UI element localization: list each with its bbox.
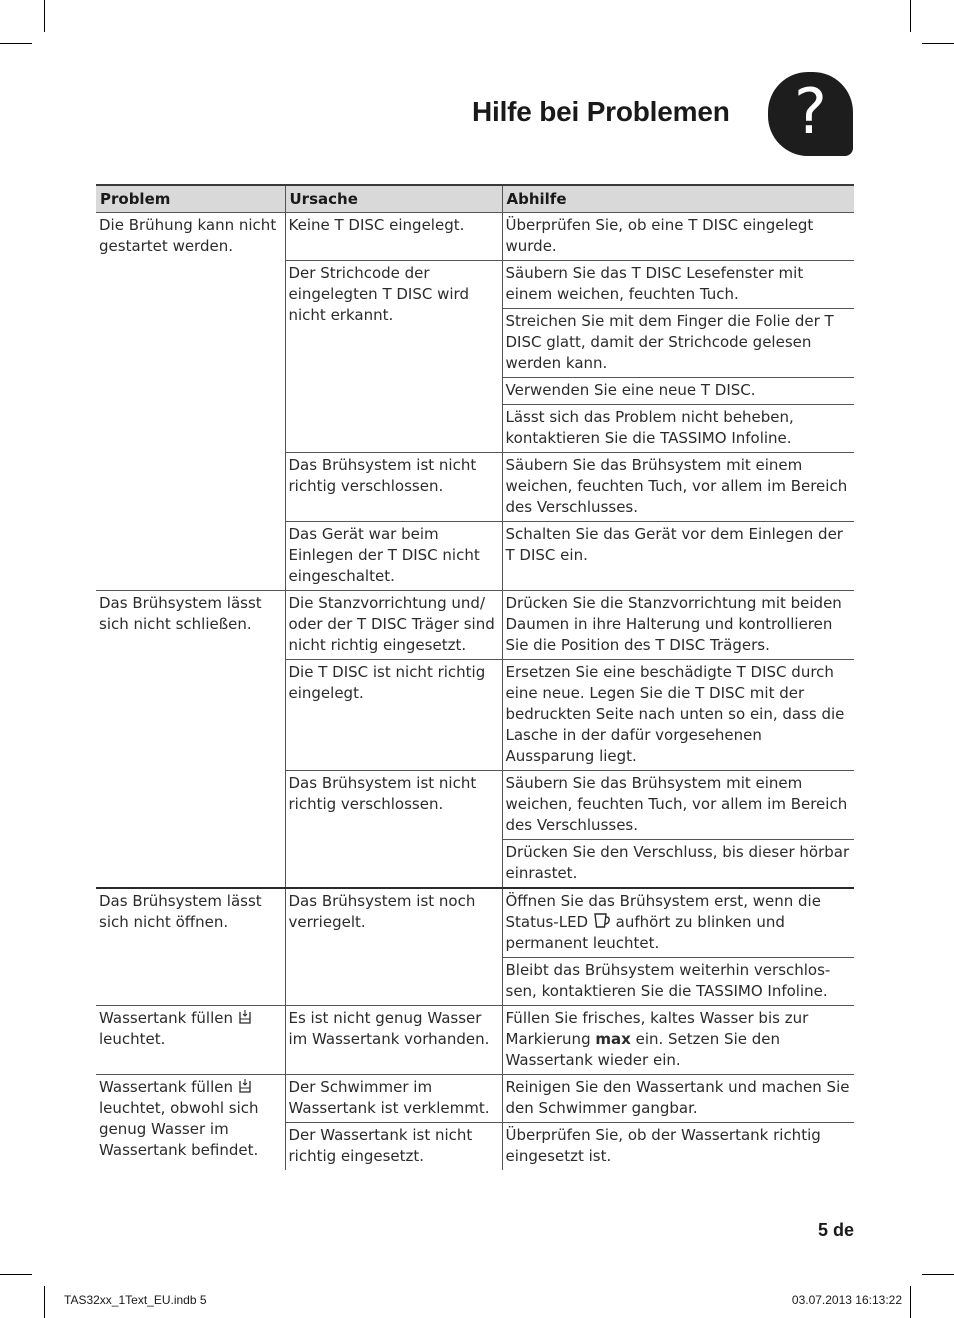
table-row — [96, 1075, 854, 1123]
cause-cell: Die Stanzvorrichtung und/ oder der T DISC Träger sind nicht richtig eingesetzt. — [285, 591, 502, 660]
remedy-text-post: ein. Setzen Sie den Wassertank wieder ein. — [505, 1030, 780, 1069]
problem-text-pre: Wassertank füllen — [99, 1078, 233, 1096]
help-question-mark: ? — [794, 75, 827, 148]
remedy-cell: Lässt sich das Problem nicht beheben, kontaktieren Sie die TASSIMO Infoline. — [502, 405, 854, 453]
table-row — [96, 591, 854, 660]
cause-cell: Der Wassertank ist nicht richtig eingesetzt. — [285, 1123, 502, 1171]
column-header-problem: Problem — [96, 185, 285, 213]
cause-cell: Das Brühsystem ist noch verriegelt. — [285, 888, 502, 1006]
footer-timestamp: 03.07.2013 16:13:22 — [791, 1293, 902, 1307]
remedy-cell — [502, 1006, 854, 1075]
remedy-cell: Bleibt das Brühsystem weiterhin verschlos-sen, kontaktieren Sie die TASSIMO Infoline. — [502, 958, 854, 1006]
crop-mark — [922, 1274, 954, 1275]
cause-cell: Der Strichcode der eingelegten T DISC wird nicht erkannt. — [285, 261, 502, 453]
crop-mark — [910, 0, 911, 32]
crop-mark — [44, 0, 45, 32]
water-tank-icon — [238, 1078, 252, 1094]
cause-cell: Der Schwimmer im Wassertank ist verklemmt. — [285, 1075, 502, 1123]
cup-led-icon — [593, 912, 611, 929]
crop-mark — [922, 43, 954, 44]
crop-mark — [0, 1274, 32, 1275]
remedy-cell: Säubern Sie das Brühsystem mit einem weichen, feuchten Tuch, vor allem im Bereich des Verschlusses. — [502, 771, 854, 840]
cause-cell: Das Brühsystem ist nicht richtig verschlossen. — [285, 453, 502, 522]
remedy-cell: Überprüfen Sie, ob der Wassertank richtig eingesetzt ist. — [505, 1126, 821, 1165]
remedy-text-pre: Füllen Sie frisches, kaltes Wasser bis zur Markierung — [505, 1009, 809, 1048]
table-header-row — [96, 185, 854, 213]
cause-cell: Die T DISC ist nicht richtig eingelegt. — [285, 660, 502, 771]
help-question-icon — [768, 72, 853, 156]
problem-cell: Das Brühsystem lässt sich nicht öffnen. — [96, 888, 285, 1006]
table-row — [96, 1006, 854, 1075]
problem-cell — [96, 1075, 285, 1171]
cause-cell: Keine T DISC eingelegt. — [285, 213, 502, 261]
problem-cell: Die Brühung kann nicht gestartet werden. — [96, 213, 285, 591]
crop-mark — [910, 1286, 911, 1318]
problem-text-post: leuchtet. — [99, 1030, 166, 1048]
footer-filename: TAS32xx_1Text_EU.indb 5 — [64, 1293, 207, 1307]
remedy-cell: Schalten Sie das Gerät vor dem Einlegen der T DISC ein. — [502, 522, 854, 591]
crop-mark — [0, 43, 32, 44]
remedy-cell: Reinigen Sie den Wassertank und machen Sie den Schwimmer gangbar. — [502, 1075, 854, 1123]
remedy-cell: Streichen Sie mit dem Finger die Folie der T DISC glatt, damit der Strichcode gelesen werden kann. — [502, 309, 854, 378]
table-row — [96, 888, 854, 958]
remedy-cell: Überprüfen Sie, ob eine T DISC eingelegt wurde. — [502, 213, 854, 261]
cause-cell: Das Gerät war beim Einlegen der T DISC nicht eingeschaltet. — [285, 522, 502, 591]
remedy-cell — [502, 888, 854, 958]
problem-text-pre: Wassertank füllen — [99, 1009, 233, 1027]
remedy-cell: Drücken Sie den Verschluss, bis dieser hörbar einrastet. — [502, 840, 854, 889]
remedy-text-bold: max — [595, 1030, 631, 1048]
page-number: 5 de — [817, 1220, 854, 1240]
remedy-cell: Verwenden Sie eine neue T DISC. — [502, 378, 854, 405]
problem-text-post: leuchtet, obwohl sich genug Wasser im Wassertank befindet. — [99, 1099, 259, 1159]
troubleshooting-table — [96, 184, 854, 1170]
crop-mark — [44, 1286, 45, 1318]
cause-cell: Das Brühsystem ist nicht richtig verschlossen. — [285, 771, 502, 889]
problem-cell — [96, 1006, 285, 1075]
problem-cell: Das Brühsystem lässt sich nicht schließen. — [96, 591, 285, 889]
remedy-cell: Ersetzen Sie eine beschädigte T DISC durch eine neue. Legen Sie die T DISC mit der bedruckten Seite nach unten so ein, dass die Lasche in der dafür vorgesehenen Aussparung liegt. — [502, 660, 854, 771]
column-header-cause: Ursache — [285, 185, 502, 213]
remedy-text-post: aufhört zu blinken und permanent leuchtet. — [505, 913, 785, 952]
remedy-cell: Säubern Sie das Brühsystem mit einem weichen, feuchten Tuch, vor allem im Bereich des Verschlusses. — [502, 453, 854, 522]
remedy-cell: Drücken Sie die Stanzvorrichtung mit beiden Daumen in ihre Halterung und kontrollieren Sie die Position des T DISC Trägers. — [502, 591, 854, 660]
cause-cell: Es ist nicht genug Wasser im Wassertank vorhanden. — [285, 1006, 502, 1075]
remedy-cell: Säubern Sie das T DISC Lesefenster mit einem weichen, feuchten Tuch. — [502, 261, 854, 309]
remedy-text-pre: Öffnen Sie das Brühsystem erst, wenn die Status-LED — [505, 892, 821, 931]
page-title: Hilfe bei Problemen — [472, 96, 730, 127]
table-row — [96, 213, 854, 261]
column-header-remedy: Abhilfe — [502, 185, 854, 213]
water-tank-icon — [238, 1009, 252, 1025]
